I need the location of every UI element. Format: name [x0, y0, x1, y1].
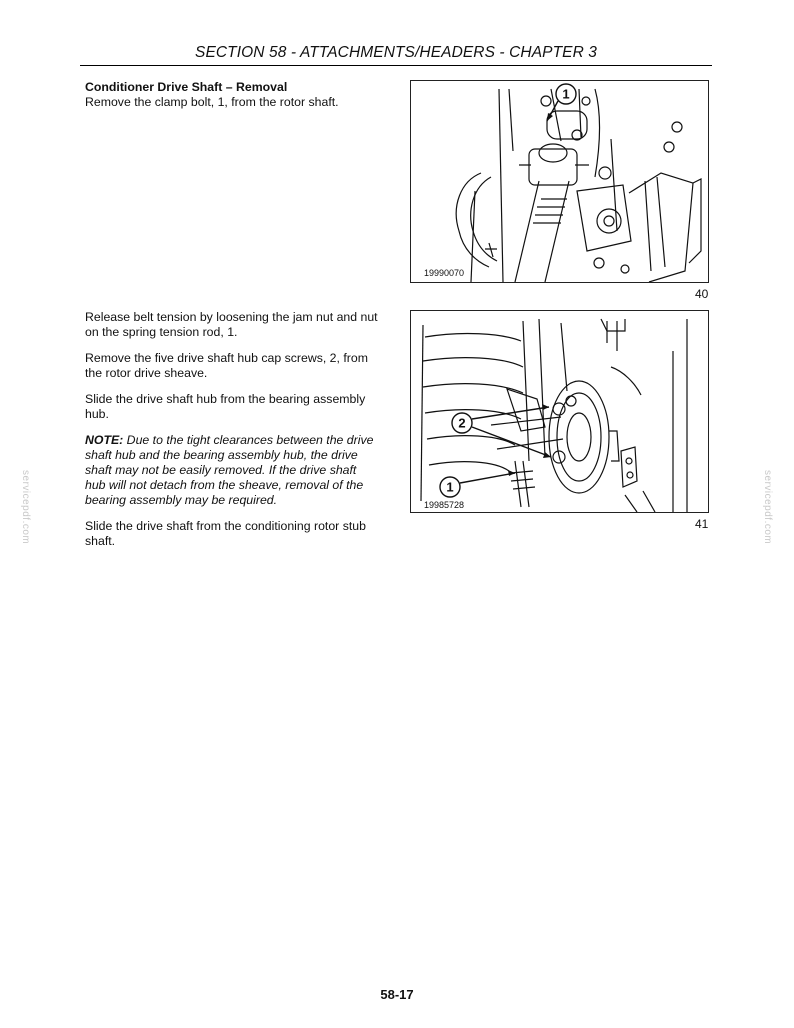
figure-41-id: 19985728	[424, 500, 465, 510]
section-header: SECTION 58 - ATTACHMENTS/HEADERS - CHAPTER 3	[195, 44, 597, 61]
figure-40-id: 19990070	[424, 268, 465, 278]
removal-heading: Conditioner Drive Shaft – Removal	[85, 80, 288, 94]
figure-40-illustration	[411, 81, 708, 282]
watermark-left: servicepdf.com	[20, 470, 31, 545]
figure-41	[410, 310, 709, 513]
step-slide-drive-shaft: Slide the drive shaft from the conditioning rotor stub shaft.	[85, 519, 366, 548]
figure-40-number: 40	[695, 287, 709, 301]
note-paragraph	[85, 433, 379, 508]
svg-text:2: 2	[458, 415, 466, 431]
removal-block	[85, 80, 385, 110]
page-number: 58-17	[380, 987, 414, 1002]
step-remove-clamp-bolt: Remove the clamp bolt, 1, from the rotor shaft.	[85, 95, 339, 109]
watermark-right: servicepdf.com	[762, 470, 773, 545]
steps-block	[85, 310, 379, 549]
step-release-belt-tension: Release belt tension by loosening the jam nut and nut on the spring tension rod, 1.	[85, 310, 378, 339]
svg-text:1: 1	[446, 479, 454, 495]
header-rule	[80, 65, 712, 66]
note-label: NOTE:	[85, 433, 124, 447]
figure-41-number: 41	[695, 517, 709, 531]
svg-text:1: 1	[562, 86, 570, 102]
figure-41-illustration	[411, 311, 708, 512]
step-slide-hub: Slide the drive shaft hub from the bearing assembly hub.	[85, 392, 366, 421]
step-remove-cap-screws: Remove the five drive shaft hub cap screws, 2, from the rotor drive sheave.	[85, 351, 368, 380]
figure-41-callout-1	[440, 470, 515, 497]
figure-40	[410, 80, 709, 283]
figure-41-callout-2	[452, 404, 551, 458]
note-text: Due to the tight clearances between the drive shaft hub and the bearing assembly hub, the drive shaft may not be easily removed. If the drive shaft hub will not detach from the sheave, removal of the bearing assembly may be required.	[85, 433, 374, 507]
